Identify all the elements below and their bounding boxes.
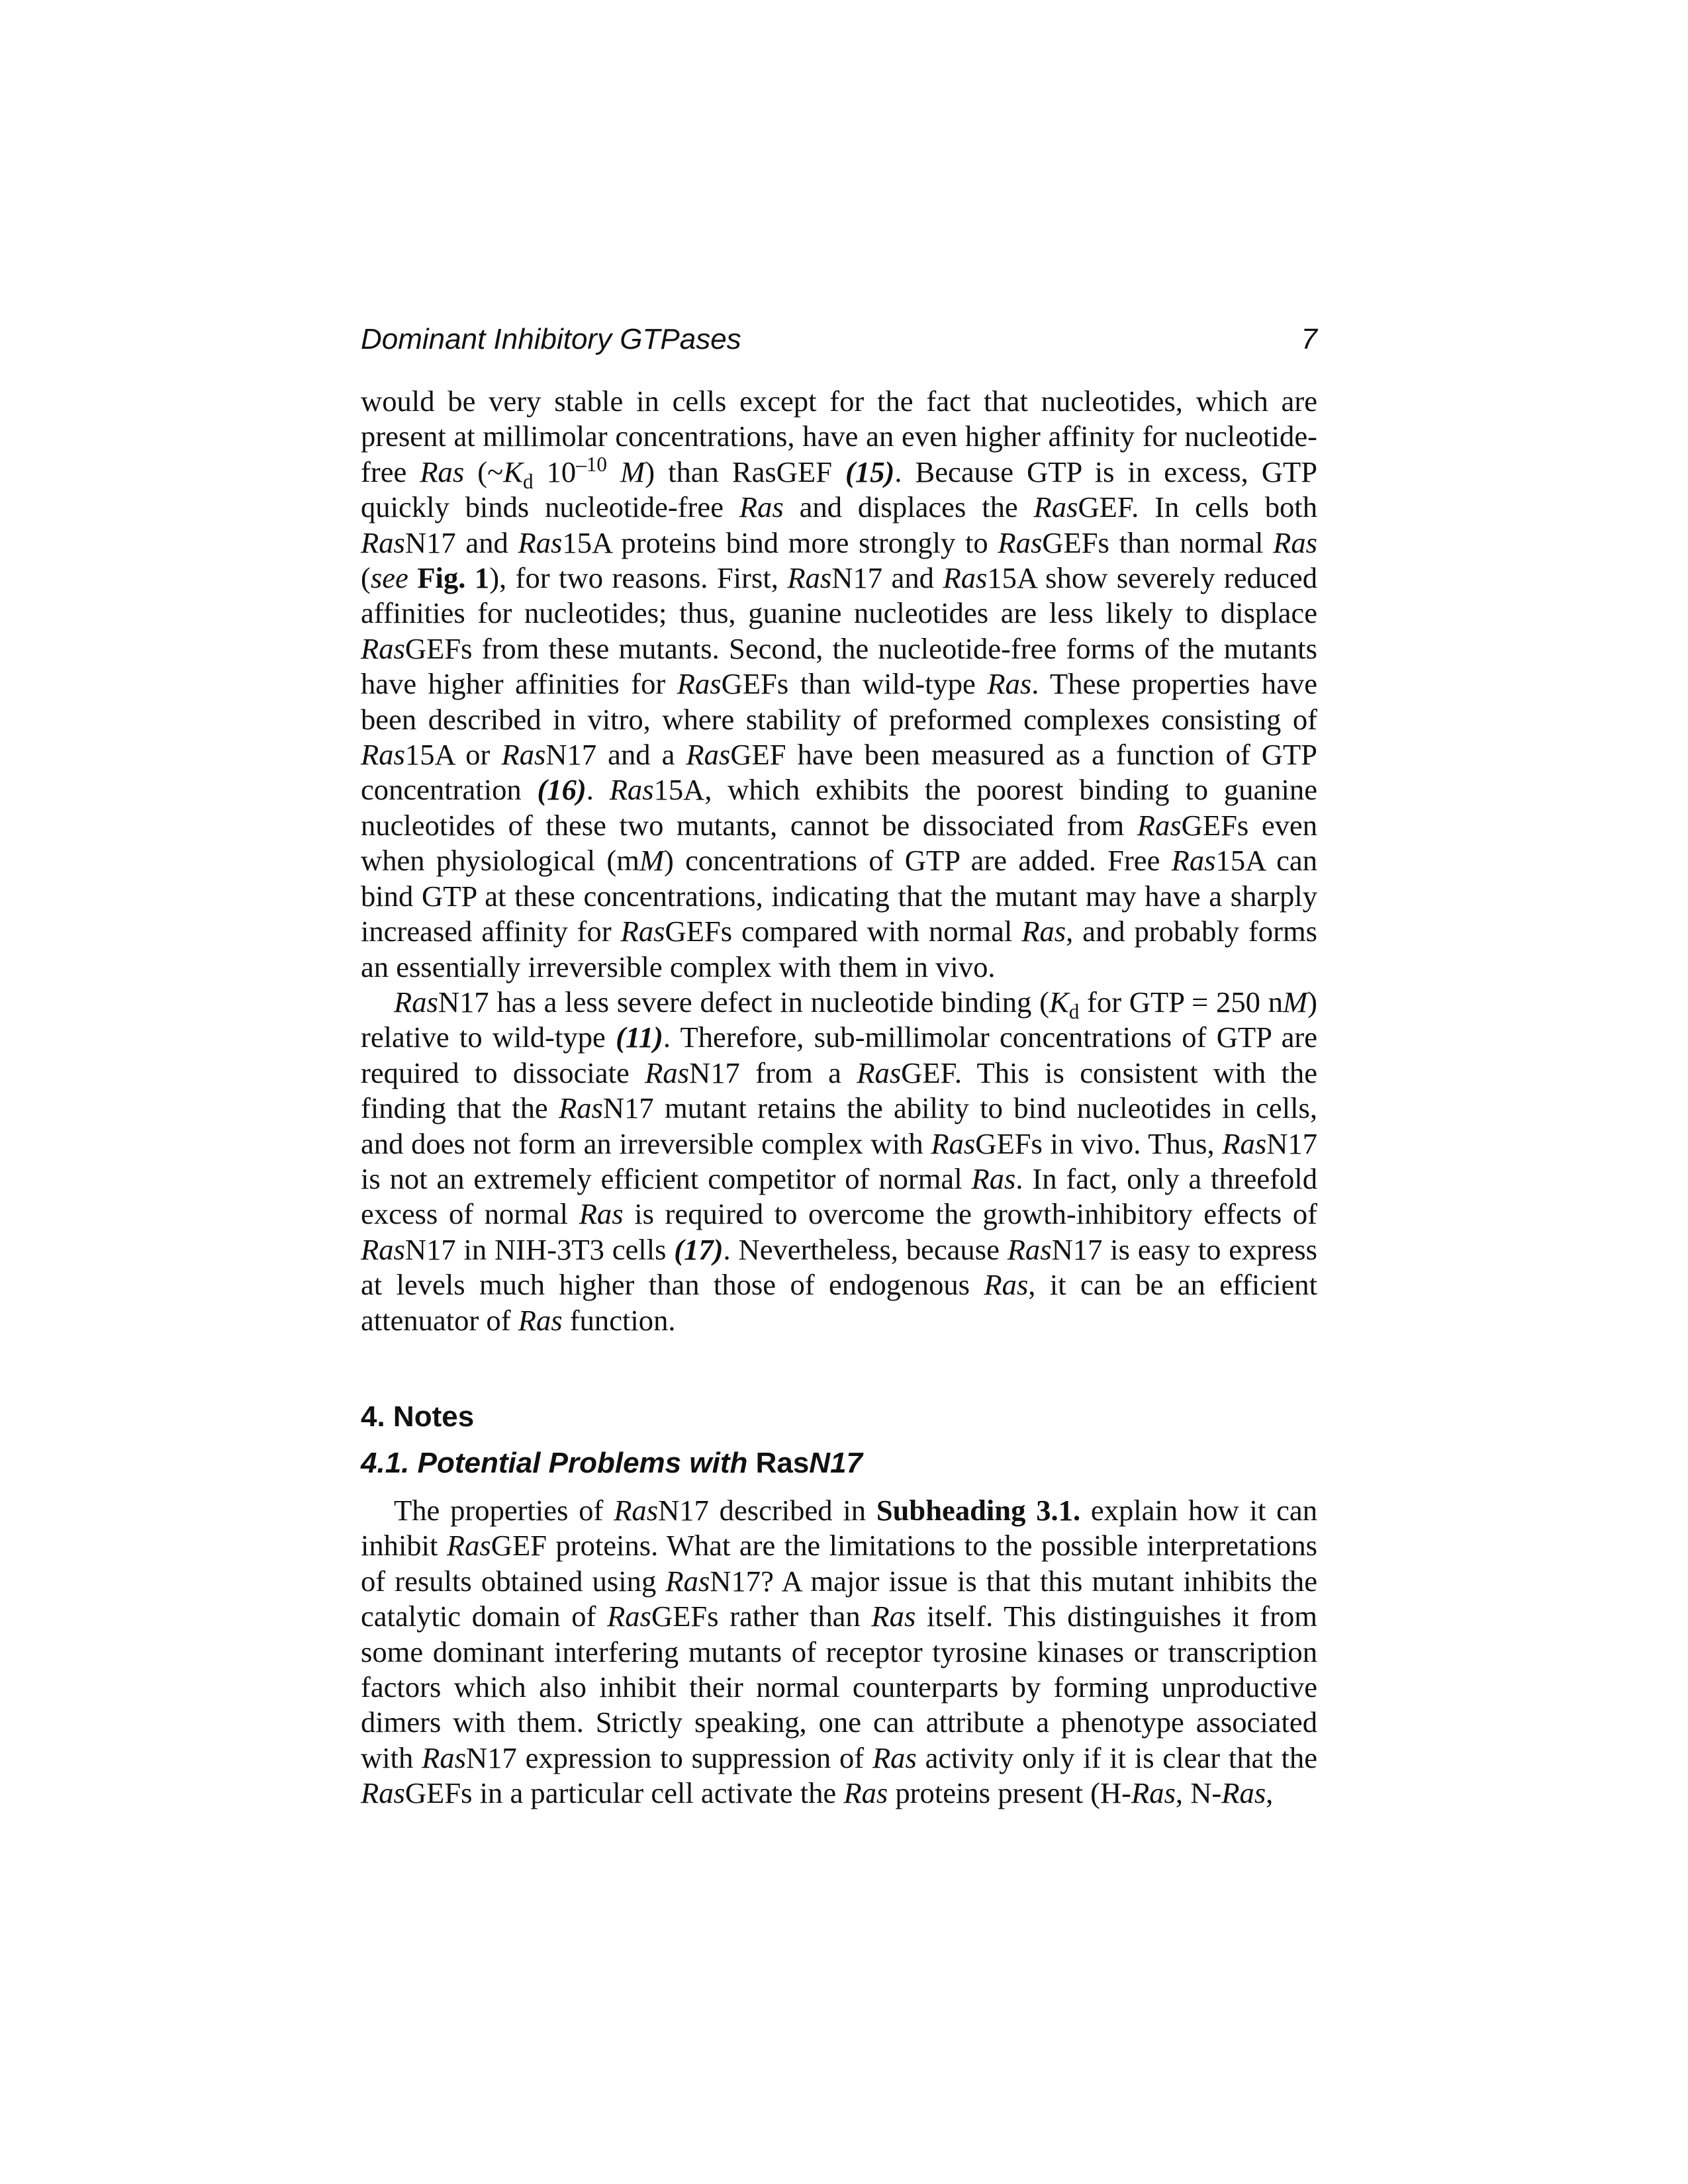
text-run: Ras xyxy=(1033,490,1078,524)
text-run: Ras xyxy=(446,1529,491,1563)
text-run: Ras xyxy=(614,1493,659,1527)
text-run: Ras xyxy=(998,525,1043,559)
text-run: Ras xyxy=(1131,1776,1176,1810)
text-run: Ras xyxy=(971,1161,1016,1195)
text-run: Ras xyxy=(843,1776,888,1810)
text-run: Ras xyxy=(1007,1232,1052,1266)
text-run: Ras xyxy=(394,985,438,1019)
text-run: see xyxy=(370,561,408,595)
text-run: Ras xyxy=(501,738,546,772)
running-head xyxy=(361,323,1317,356)
paragraph-1: would be very stable in cells except for the fact that nucleotides, which are present at millimolar concentrations, have an even higher affinity for nucleotide-free Ras ($\sim K_d$ $10^{-10}$ M) than RasGEF (15). Because GTP is in excess, GTP quickly binds nucleotide-free Ras and displaces the RasGEF. In cells both RasN17 and Ras15A proteins bind more strongly to RasGEFs than normal Ras (see Fig. 1), for two reasons. First, RasN17 and Ras15A show severely reduced affinities for nucleotides; thus, guanine nucleotides are less likely to displace RasGEFs from these mutants. Second, the nucleotide-free forms of the mutants have higher affinities for RasGEFs than wild-type Ras. These properties have been described in vitro, where stability of preformed complexes consisting of Ras15A or RasN17 and a RasGEF have been measured as a function of GTP concentration (16). Ras15A, which exhibits the poorest binding to guanine nucleotides of these two mutants, cannot be dissociated from RasGEFs even when physiological (mM) concentrations of GTP are added. Free Ras15A can bind GTP at these concentrations, indicating that the mutant may have a sharply increased affinity for RasGEFs compared with normal Ras, and probably forms an essentially irreversible complex with them in vivo. xyxy=(361,385,1318,983)
text-run: Ras xyxy=(361,631,405,665)
text-run: d xyxy=(1068,999,1080,1023)
text-run: Ras xyxy=(361,738,405,772)
text-run: Ras xyxy=(518,1303,563,1337)
text-run: Ras xyxy=(620,915,665,948)
text-run: Ras xyxy=(645,1056,689,1089)
book-page xyxy=(361,323,1317,1811)
text-run: M xyxy=(1283,985,1308,1019)
text-run: Ras xyxy=(677,667,722,701)
subsection-heading-ras: Ras xyxy=(755,1446,810,1479)
page-number: 7 xyxy=(1301,323,1317,355)
text-run: Ras xyxy=(518,525,563,559)
text-run: Ras xyxy=(1273,525,1317,559)
text-run: Ras xyxy=(1021,915,1066,948)
text-run: Ras xyxy=(1221,1776,1266,1810)
text-run: Ras xyxy=(686,738,731,772)
paragraph-2: RasN17 has a less severe defect in nucleotide binding ($K_d$ for GTP = 250 nM) relative to wild-type (11). Therefore, sub-millimolar concentrations of GTP are required to dissociate RasN17 from a RasGEF. This is consistent with the finding that the RasN17 mutant retains the ability to bind nucleotides in cells, and does not form an irreversible complex with RasGEFs in vivo. Thus, RasN17 is not an extremely efficient competitor of normal Ras. In fact, only a threefold excess of normal Ras is required to overcome the growth-inhibitory effects of RasN17 in NIH-3T3 cells (17). Nevertheless, because RasN17 is easy to express at levels much higher than those of endogenous Ras, it can be an efficient attenuator of Ras function. xyxy=(361,985,1318,1337)
subsection-heading-n17: N17 xyxy=(809,1446,863,1479)
text-run: Ras xyxy=(872,1741,917,1774)
text-run: Ras xyxy=(579,1197,624,1231)
text-run: K xyxy=(503,455,523,488)
text-run: Subheading 3.1. xyxy=(876,1493,1081,1527)
running-head-title: Dominant Inhibitory GTPases xyxy=(361,323,741,355)
text-run: Fig. 1 xyxy=(417,561,490,595)
body-text xyxy=(361,384,1317,1338)
text-run: Ras xyxy=(609,773,654,807)
text-run: Ras xyxy=(787,561,832,595)
text-run: Ras xyxy=(361,1776,405,1810)
text-run: Ras xyxy=(422,1741,466,1774)
text-run: Ras xyxy=(931,1126,976,1160)
text-run: Ras xyxy=(987,667,1032,701)
text-run: Ras xyxy=(559,1091,603,1125)
text-run: M xyxy=(620,455,645,488)
text-run: Ras xyxy=(984,1268,1029,1302)
text-run: Ras xyxy=(857,1056,902,1089)
text-run: –10 xyxy=(576,452,608,476)
text-run: Ras xyxy=(739,490,784,524)
text-run: Ras xyxy=(607,1600,651,1633)
text-run: Ras xyxy=(943,561,988,595)
subsection-heading xyxy=(361,1447,1317,1480)
text-run: Ras xyxy=(871,1600,916,1633)
text-run: Ras xyxy=(1222,1126,1267,1160)
text-run: Ras xyxy=(361,525,405,559)
text-run: M xyxy=(639,844,665,878)
text-run: (17) xyxy=(674,1232,724,1266)
text-run: Ras xyxy=(420,455,465,488)
text-run: Ras xyxy=(1137,808,1182,842)
notes-text xyxy=(361,1493,1317,1811)
section-heading: 4. Notes xyxy=(361,1400,475,1433)
text-run: (11) xyxy=(616,1021,663,1054)
text-run: Ras xyxy=(665,1564,710,1598)
text-run: Ras xyxy=(361,1232,405,1266)
subsection-heading-text: 4.1. Potential Problems with xyxy=(361,1446,756,1479)
text-run: d xyxy=(522,469,534,493)
notes-paragraph-1: The properties of RasN17 described in Subheading 3.1. explain how it can inhibit RasGEF proteins. What are the limitations to the possible interpretations of results obtained using RasN17? A major issue is that this mutant inhibits the catalytic domain of RasGEFs rather than Ras itself. This distinguishes it from some dominant interfering mutants of receptor tyrosine kinases or transcription factors which also inhibit their normal counterparts by forming unproductive dimers with them. Strictly speaking, one can attribute a phenotype associated with RasN17 expression to suppression of Ras activity only if it is clear that the RasGEFs in a particular cell activate the Ras proteins present (H-Ras, N-Ras, xyxy=(361,1493,1318,1810)
text-run: K xyxy=(1049,985,1069,1019)
text-run: Ras xyxy=(1171,844,1216,878)
text-run: (15) xyxy=(845,455,895,488)
text-run: (16) xyxy=(537,773,586,807)
